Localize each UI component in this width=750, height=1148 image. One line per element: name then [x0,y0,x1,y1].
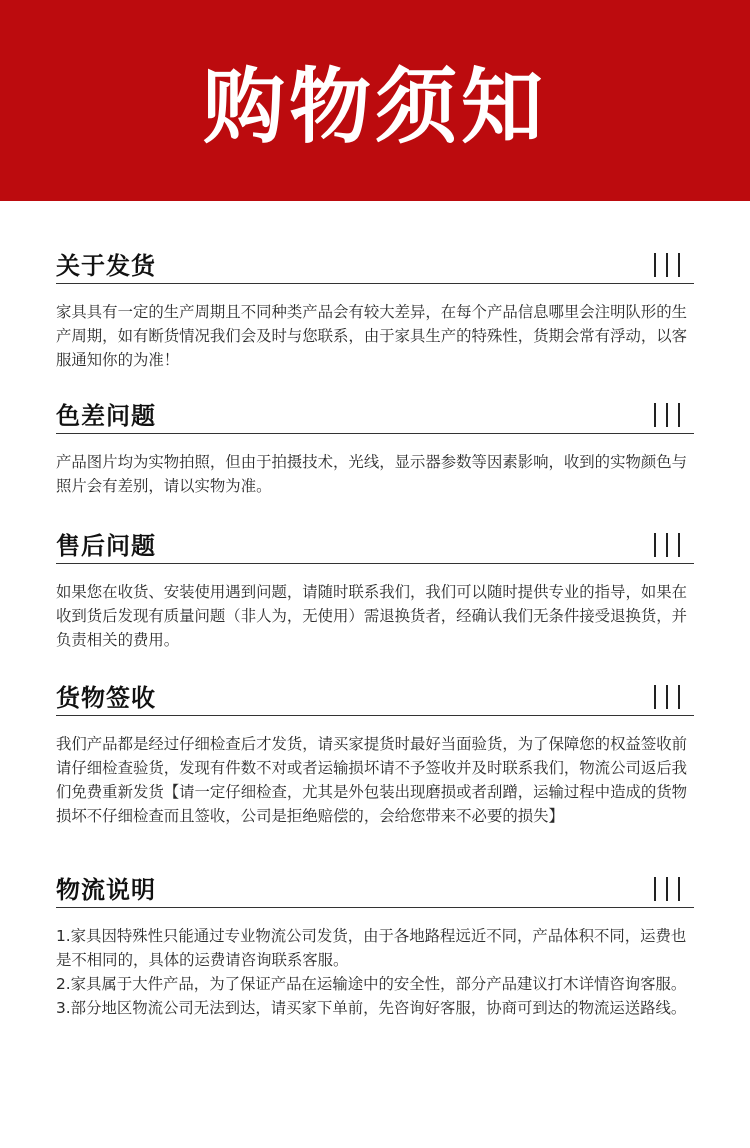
paragraph: 3.部分地区物流公司无法到达，请买家下单前，先咨询好客服，协商可到达的物流运送路线。 [56,999,687,1017]
section-after-sales [56,530,694,652]
paragraph: 2.家具属于大件产品，为了保证产品在运输途中的安全性，部分产品建议打木详情咨询客服。 [56,975,687,993]
section-body [56,732,694,828]
triple-bars-icon [654,685,680,709]
paragraph: 家具具有一定的生产周期且不同种类产品会有较大差异，在每个产品信息哪里会注明队形的生产周期，如有断货情况我们会及时与您联系，由于家具生产的特殊性，货期会常有浮动，以客服通知你的为准！ [56,303,688,369]
paragraph: 1.家具因特殊性只能通过专业物流公司发货，由于各地路程远近不同，产品体积不同，运费也是不相同的，具体的运费请咨询联系客服。 [56,927,687,969]
section-header [56,250,694,284]
section-title: 货物签收 [56,684,156,712]
section-body [56,450,694,498]
section-goods-receipt [56,682,694,828]
triple-bars-icon [654,403,680,427]
paragraph: 我们产品都是经过仔细检查后才发货，请买家提货时最好当面验货，为了保障您的权益签收前请仔细检查验货，发现有件数不对或者运输损坏请不予签收并及时联系我们，物流公司返后我们免费重新发货【请一定仔细检查，尤其是外包装出现磨损或者刮蹭，运输过程中造成的货物损坏不仔细检查而且签收，公司是拒绝赔偿的，会给您带来不必要的损失】 [56,735,688,825]
page-title: 购物须知 [202,60,547,155]
triple-bars-icon [654,533,680,557]
section-body [56,924,694,1020]
section-body [56,300,694,372]
section-header [56,682,694,716]
section-logistics [56,874,694,1020]
section-body [56,580,694,652]
triple-bars-icon [654,253,680,277]
section-header [56,530,694,564]
section-header [56,400,694,434]
header-banner [0,0,750,201]
section-shipping [56,250,694,372]
section-title: 售后问题 [56,532,156,560]
paragraph: 产品图片均为实物拍照，但由于拍摄技术，光线，显示器参数等因素影响，收到的实物颜色与照片会有差别，请以实物为准。 [56,453,688,495]
section-title: 物流说明 [56,876,156,904]
section-color-difference [56,400,694,498]
section-header [56,874,694,908]
paragraph: 如果您在收货、安装使用遇到问题，请随时联系我们，我们可以随时提供专业的指导，如果在收到货后发现有质量问题（非人为，无使用）需退换货者，经确认我们无条件接受退换货，并负责相关的费用。 [56,583,688,649]
triple-bars-icon [654,877,680,901]
section-title: 色差问题 [56,402,156,430]
section-title: 关于发货 [56,252,156,280]
